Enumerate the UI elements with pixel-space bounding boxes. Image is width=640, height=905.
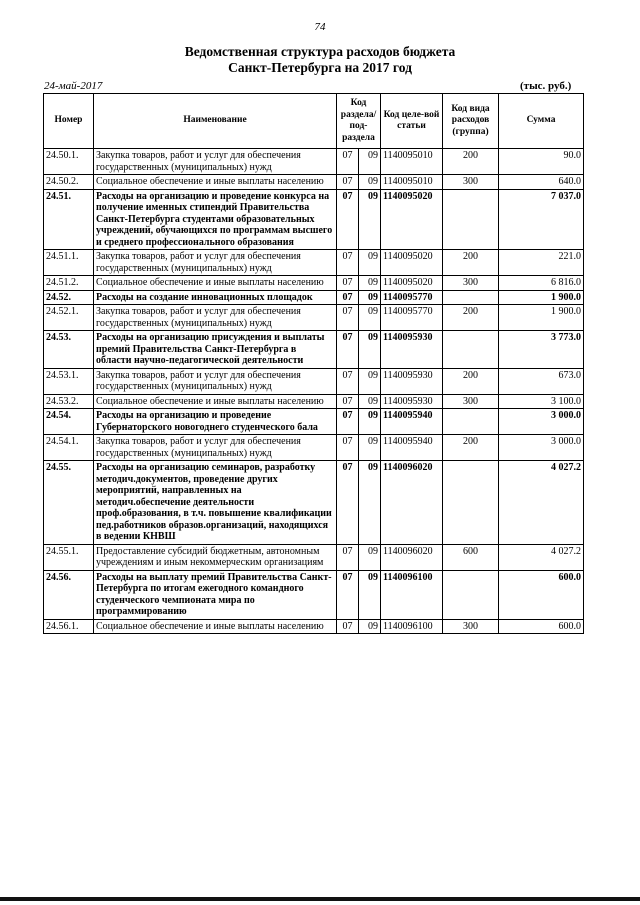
row-section-code: 07 [337, 189, 359, 250]
row-number: 24.53.1. [44, 368, 94, 394]
row-target-code: 1140095010 [381, 149, 443, 175]
table-row [44, 149, 584, 175]
row-amount: 1 900.0 [499, 290, 584, 305]
row-name: Социальное обеспечение и иные выплаты населению [94, 276, 337, 291]
row-expense-type-code [443, 570, 499, 619]
table-body [44, 149, 584, 634]
row-name: Закупка товаров, работ и услуг для обеспечения государственных (муниципальных) нужд [94, 149, 337, 175]
row-section-code: 07 [337, 544, 359, 570]
page-number: 74 [314, 21, 326, 33]
row-number: 24.51. [44, 189, 94, 250]
row-name: Закупка товаров, работ и услуг для обеспечения государственных (муниципальных) нужд [94, 435, 337, 461]
table-row [44, 276, 584, 291]
row-amount: 673.0 [499, 368, 584, 394]
row-expense-type-code: 300 [443, 276, 499, 291]
row-subsection-code: 09 [359, 149, 381, 175]
table-row [44, 250, 584, 276]
table-row [44, 331, 584, 369]
budget-table [43, 93, 584, 634]
header-amount: Сумма [499, 94, 584, 149]
row-target-code: 1140096100 [381, 619, 443, 634]
row-amount: 221.0 [499, 250, 584, 276]
row-section-code: 07 [337, 250, 359, 276]
row-subsection-code: 09 [359, 368, 381, 394]
table-header-row [44, 94, 584, 149]
table-row [44, 175, 584, 190]
row-name: Расходы на организацию и проведение конкурса на получение именных стипендий Правительства Санкт-Петербурга студентами образовательных учреждений, обучающихся по программам высшего и среднего профессионального образования [94, 189, 337, 250]
row-expense-type-code: 600 [443, 544, 499, 570]
row-subsection-code: 09 [359, 331, 381, 369]
row-expense-type-code: 200 [443, 435, 499, 461]
row-number: 24.54.1. [44, 435, 94, 461]
row-number: 24.55. [44, 461, 94, 545]
row-name: Закупка товаров, работ и услуг для обеспечения государственных (муниципальных) нужд [94, 305, 337, 331]
row-section-code: 07 [337, 368, 359, 394]
row-amount: 3 000.0 [499, 409, 584, 435]
table-row [44, 394, 584, 409]
row-target-code: 1140096020 [381, 461, 443, 545]
document-title [0, 44, 640, 76]
row-target-code: 1140095940 [381, 435, 443, 461]
row-number: 24.54. [44, 409, 94, 435]
row-section-code: 07 [337, 305, 359, 331]
row-amount: 600.0 [499, 570, 584, 619]
row-expense-type-code [443, 189, 499, 250]
row-target-code: 1140095930 [381, 331, 443, 369]
row-target-code: 1140095770 [381, 290, 443, 305]
row-section-code: 07 [337, 409, 359, 435]
row-expense-type-code [443, 461, 499, 545]
row-subsection-code: 09 [359, 394, 381, 409]
table-row [44, 409, 584, 435]
row-subsection-code: 09 [359, 435, 381, 461]
table-row [44, 189, 584, 250]
row-expense-type-code [443, 409, 499, 435]
row-expense-type-code: 200 [443, 250, 499, 276]
row-subsection-code: 09 [359, 276, 381, 291]
row-subsection-code: 09 [359, 570, 381, 619]
row-name: Социальное обеспечение и иные выплаты населению [94, 175, 337, 190]
row-target-code: 1140096100 [381, 570, 443, 619]
table-row [44, 435, 584, 461]
row-section-code: 07 [337, 461, 359, 545]
row-subsection-code: 09 [359, 290, 381, 305]
row-section-code: 07 [337, 570, 359, 619]
row-name: Расходы на организацию семинаров, разработку методич.документов, проведение других мероприятий, направленных на методич.обеспечение деятельности проф.образования, в т.ч. повышение квалификации пед.работников образов.организаций, находящихся в ведении КНВШ [94, 461, 337, 545]
row-subsection-code: 09 [359, 175, 381, 190]
row-section-code: 07 [337, 435, 359, 461]
row-number: 24.52. [44, 290, 94, 305]
header-expense-type: Код вида расходов (группа) [443, 94, 499, 149]
row-target-code: 1140095940 [381, 409, 443, 435]
row-number: 24.51.2. [44, 276, 94, 291]
row-subsection-code: 09 [359, 305, 381, 331]
row-expense-type-code [443, 331, 499, 369]
row-amount: 600.0 [499, 619, 584, 634]
row-number: 24.55.1. [44, 544, 94, 570]
table-row [44, 305, 584, 331]
title-line-2: Санкт-Петербурга на 2017 год [228, 60, 412, 75]
units-label: (тыс. руб.) [520, 80, 572, 92]
row-section-code: 07 [337, 175, 359, 190]
row-section-code: 07 [337, 290, 359, 305]
row-number: 24.56.1. [44, 619, 94, 634]
row-expense-type-code: 200 [443, 149, 499, 175]
row-target-code: 1140095020 [381, 250, 443, 276]
row-expense-type-code: 200 [443, 368, 499, 394]
header-target: Код целе-вой статьи [381, 94, 443, 149]
row-name: Закупка товаров, работ и услуг для обеспечения государственных (муниципальных) нужд [94, 368, 337, 394]
table-row [44, 570, 584, 619]
row-number: 24.53.2. [44, 394, 94, 409]
row-name: Расходы на организацию присуждения и выплаты премий Правительства Санкт-Петербурга в области научно-педагогической деятельности [94, 331, 337, 369]
row-expense-type-code: 200 [443, 305, 499, 331]
row-amount: 6 816.0 [499, 276, 584, 291]
row-target-code: 1140095930 [381, 394, 443, 409]
row-target-code: 1140095010 [381, 175, 443, 190]
row-number: 24.52.1. [44, 305, 94, 331]
row-amount: 4 027.2 [499, 461, 584, 545]
row-number: 24.53. [44, 331, 94, 369]
row-number: 24.56. [44, 570, 94, 619]
row-amount: 3 100.0 [499, 394, 584, 409]
row-subsection-code: 09 [359, 544, 381, 570]
row-name: Предоставление субсидий бюджетным, автономным учреждениям и иным некоммерческим организациям [94, 544, 337, 570]
row-number: 24.50.1. [44, 149, 94, 175]
row-amount: 640.0 [499, 175, 584, 190]
row-expense-type-code [443, 290, 499, 305]
row-amount: 7 037.0 [499, 189, 584, 250]
row-section-code: 07 [337, 394, 359, 409]
row-target-code: 1140095020 [381, 189, 443, 250]
header-section: Код раздела/ под-раздела [337, 94, 381, 149]
table-row [44, 290, 584, 305]
header-number: Номер [44, 94, 94, 149]
row-target-code: 1140095930 [381, 368, 443, 394]
row-amount: 3 000.0 [499, 435, 584, 461]
row-amount: 4 027.2 [499, 544, 584, 570]
row-amount: 1 900.0 [499, 305, 584, 331]
row-subsection-code: 09 [359, 619, 381, 634]
row-section-code: 07 [337, 331, 359, 369]
table-row [44, 619, 584, 634]
row-subsection-code: 09 [359, 461, 381, 545]
row-expense-type-code: 300 [443, 175, 499, 190]
row-subsection-code: 09 [359, 409, 381, 435]
row-subsection-code: 09 [359, 250, 381, 276]
row-expense-type-code: 300 [443, 619, 499, 634]
title-line-1: Ведомственная структура расходов бюджета [184, 44, 456, 59]
row-amount: 90.0 [499, 149, 584, 175]
row-name: Расходы на организацию и проведение Губернаторского новогоднего студенческого бала [94, 409, 337, 435]
row-amount: 3 773.0 [499, 331, 584, 369]
scan-bottom-edge [0, 897, 640, 901]
row-expense-type-code: 300 [443, 394, 499, 409]
document-date: 24-май-2017 [44, 80, 103, 92]
row-name: Социальное обеспечение и иные выплаты населению [94, 619, 337, 634]
row-section-code: 07 [337, 619, 359, 634]
row-section-code: 07 [337, 149, 359, 175]
table-row [44, 544, 584, 570]
table-row [44, 461, 584, 545]
row-subsection-code: 09 [359, 189, 381, 250]
row-name: Расходы на выплату премий Правительства Санкт-Петербурга по итогам ежегодного командного студенческого чемпионата мира по программированию [94, 570, 337, 619]
table-row [44, 368, 584, 394]
row-number: 24.51.1. [44, 250, 94, 276]
row-number: 24.50.2. [44, 175, 94, 190]
row-target-code: 1140095020 [381, 276, 443, 291]
row-name: Расходы на создание инновационных площадок [94, 290, 337, 305]
header-name: Наименование [94, 94, 337, 149]
row-target-code: 1140096020 [381, 544, 443, 570]
row-section-code: 07 [337, 276, 359, 291]
row-name: Закупка товаров, работ и услуг для обеспечения государственных (муниципальных) нужд [94, 250, 337, 276]
row-target-code: 1140095770 [381, 305, 443, 331]
row-name: Социальное обеспечение и иные выплаты населению [94, 394, 337, 409]
